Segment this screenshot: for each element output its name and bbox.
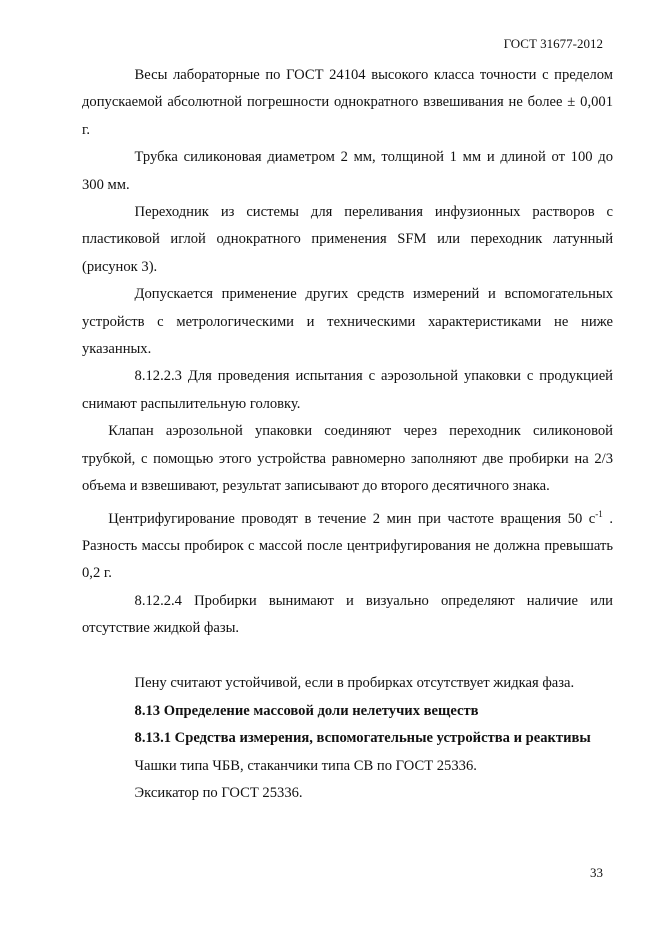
document-body	[82, 62, 613, 807]
centrifuge-text: Центрифугирование проводят в течение 2 мин при частоте вращения	[108, 510, 562, 527]
paragraph-valve: Клапан аэрозольной упаковки соединяют через переходник силиконовой трубкой, с помощью этого устройства равномерно заполняют две пробирки на 2/3 объема и взвешивают, результат записывают до второго десятичного знака.	[82, 423, 613, 495]
paragraph-scales: Весы лабораторные по ГОСТ 24104 высокого класса точности с пределом допускаемой абсолютной погрешности однократного взвешивания не более ± 0,001 г.	[82, 67, 613, 138]
centrifuge-result-text: . Разность массы пробирок с массой после центрифугирования не должна превышать 0,2 г.	[82, 510, 613, 582]
paragraph-8-12-2-4: 8.12.2.4 Пробирки вынимают и визуально определяют наличие или отсутствие жидкой фазы.	[82, 592, 613, 636]
paragraph-foam: Пену считают устойчивой, если в пробирках отсутствует жидкая фаза.	[134, 675, 575, 692]
frequency-exponent: -1	[595, 508, 603, 519]
paragraph-centrifuge	[82, 501, 613, 588]
paragraph-other-means: Допускается применение других средств измерений и вспомогательных устройств с метрологическими и техническими характеристиками не ниже указанных.	[82, 286, 613, 358]
paragraph-adapter: Переходник из системы для переливания инфузионных растворов с пластиковой иглой однократного применения SFM или переходник латунный (рисунок 3).	[82, 204, 613, 275]
paragraph-tube: Трубка силиконовая диаметром 2 мм, толщиной 1 мм и длиной от 100 до 300 мм.	[82, 149, 613, 193]
page-header: ГОСТ 31677-2012	[503, 36, 603, 51]
paragraph-8-12-2-3: 8.12.2.3 Для проведения испытания с аэрозольной упаковки с продукцией снимают распылительную головку.	[82, 368, 613, 412]
section-heading-8-13: 8.13 Определение массовой доли нелетучих веществ	[134, 702, 479, 719]
paragraph-desiccator: Эксикатор по ГОСТ 25336.	[134, 785, 303, 802]
paragraph-cups: Чашки типа ЧБВ, стаканчики типа СВ по ГОСТ 25336.	[134, 757, 477, 774]
page-number: 33	[590, 865, 603, 880]
frequency-value: 50 с	[567, 510, 596, 527]
subsection-heading-8-13-1: 8.13.1 Средства измерения, вспомогательные устройства и реактивы	[134, 730, 591, 747]
